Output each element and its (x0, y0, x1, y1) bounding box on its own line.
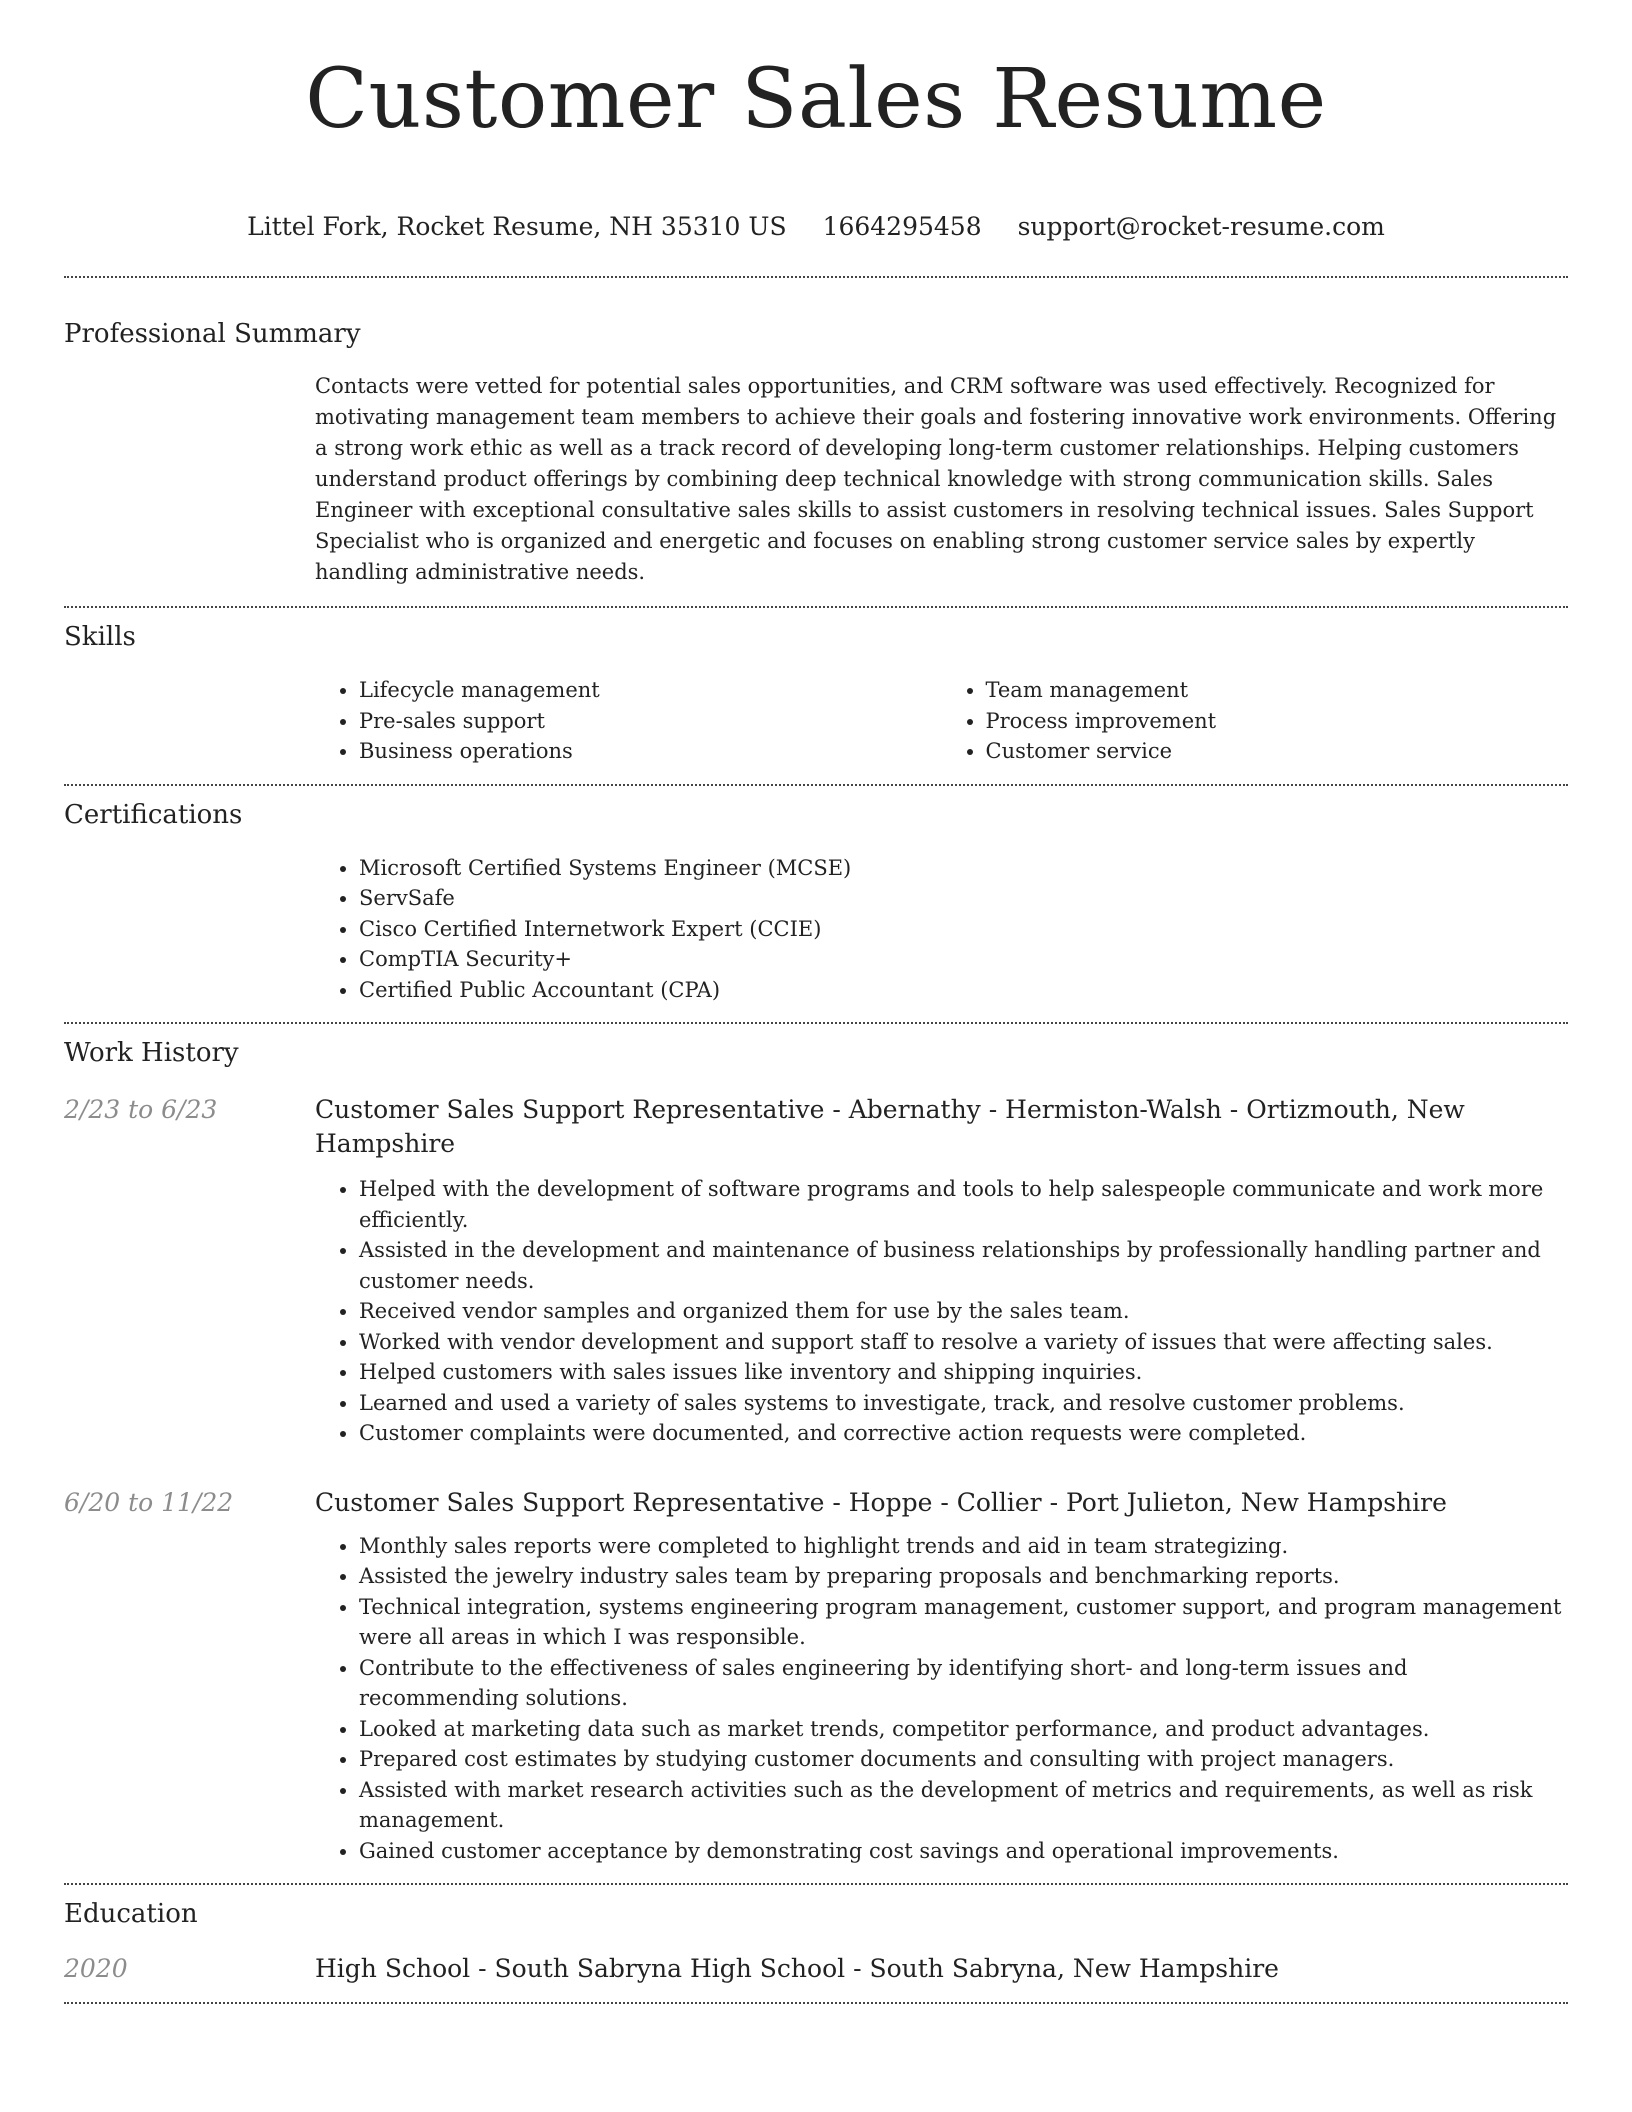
job-bullet: • Gained customer acceptance by demonstrating cost savings and operational improvements. (359, 1836, 1568, 1867)
job-bullet: • Worked with vendor development and support staff to resolve a variety of issues that were affecting sales. (359, 1327, 1568, 1358)
work-history-heading: Work History (64, 1038, 239, 1068)
job-bullet: • Received vendor samples and organized them for use by the sales team. (359, 1296, 1568, 1327)
job-title: Customer Sales Support Representative - Hoppe - Collier - Port Julieton, New Hampshire (315, 1487, 1447, 1517)
job-bullet: • Assisted with market research activities such as the development of metrics and requirements, as well as risk management. (359, 1775, 1568, 1836)
certification-item: • Cisco Certified Internetwork Expert (CCIE) (359, 914, 1568, 945)
certification-item: • Certified Public Accountant (CPA) (359, 975, 1568, 1006)
job-bullet: • Monthly sales reports were completed to highlight trends and aid in team strategizing. (359, 1531, 1568, 1562)
resume-title: Customer Sales Resume (305, 52, 1327, 147)
contact-phone: 1664295458 (822, 212, 982, 241)
skills-section (64, 608, 1568, 786)
summary-section (64, 278, 1568, 608)
skill-item: • Customer service (986, 736, 1569, 767)
job-bullets (315, 1174, 1568, 1449)
job-entry (64, 1093, 1568, 1449)
job-dates: 2/23 to 6/23 (64, 1095, 218, 1124)
certifications-list (315, 853, 1568, 1006)
skill-item: • Team management (986, 675, 1569, 706)
contact-address: Littel Fork, Rocket Resume, NH 35310 US (247, 212, 787, 241)
education-heading: Education (64, 1899, 198, 1929)
job-bullets (315, 1531, 1568, 1867)
education-date: 2020 (64, 1954, 128, 1983)
job-bullet: • Helped with the development of software programs and tools to help salespeople communicate and work more efficiently. (359, 1174, 1568, 1235)
summary-text: Contacts were vetted for potential sales opportunities, and CRM software was used effectively. Recognized for motivating management team members to achieve their goals and fostering innovative work environments. Offering a strong work ethic as well as a track record of developing long-term customer relationships. Helping customers understand product offerings by combining deep technical knowledge with strong communication skills. Sales Engineer with exceptional consultative sales skills to assist customers in resolving technical issues. Sales Support Specialist who is organized and energetic and focuses on enabling strong customer service sales by expertly handling administrative needs. (315, 374, 1557, 584)
summary-heading: Professional Summary (64, 319, 361, 349)
skill-item: • Business operations (359, 736, 942, 767)
job-bullet: • Customer complaints were documented, and corrective action requests were completed. (359, 1418, 1568, 1449)
certifications-section (64, 786, 1568, 1025)
skills-list-right (942, 675, 1569, 767)
certification-item: • CompTIA Security+ (359, 944, 1568, 975)
contact-email: support@rocket-resume.com (1017, 212, 1385, 241)
job-bullet: • Assisted the jewelry industry sales team by preparing proposals and benchmarking reports. (359, 1561, 1568, 1592)
job-bullet: • Learned and used a variety of sales systems to investigate, track, and resolve customer problems. (359, 1388, 1568, 1419)
job-bullet: • Helped customers with sales issues like inventory and shipping inquiries. (359, 1357, 1568, 1388)
job-title: Customer Sales Support Representative - Abernathy - Hermiston-Walsh - Ortizmouth, New Hampshire (315, 1095, 1465, 1158)
skill-item: • Process improvement (986, 706, 1569, 737)
job-bullet: • Contribute to the effectiveness of sales engineering by identifying short- and long-term issues and recommending solutions. (359, 1653, 1568, 1714)
certification-item: • Microsoft Certified Systems Engineer (MCSE) (359, 853, 1568, 884)
education-section (64, 1885, 1568, 2004)
job-bullet: • Looked at marketing data such as market trends, competitor performance, and product advantages. (359, 1714, 1568, 1745)
contact-line (64, 212, 1568, 242)
skill-item: • Lifecycle management (359, 675, 942, 706)
certification-item: • ServSafe (359, 883, 1568, 914)
skills-heading: Skills (64, 622, 136, 652)
job-bullet: • Prepared cost estimates by studying customer documents and consulting with project managers. (359, 1744, 1568, 1775)
skill-item: • Pre-sales support (359, 706, 942, 737)
job-bullet: • Assisted in the development and maintenance of business relationships by professionally handling partner and customer needs. (359, 1235, 1568, 1296)
certifications-heading: Certifications (64, 799, 243, 830)
job-bullet: • Technical integration, systems engineering program management, customer support, and program management were all areas in which I was responsible. (359, 1592, 1568, 1653)
skills-list-left (315, 675, 942, 767)
job-entry (64, 1486, 1568, 1867)
job-dates: 6/20 to 11/22 (64, 1487, 234, 1517)
work-history-section (64, 1024, 1568, 1885)
education-entry: High School - South Sabryna High School - South Sabryna, New Hampshire (315, 1954, 1279, 1983)
